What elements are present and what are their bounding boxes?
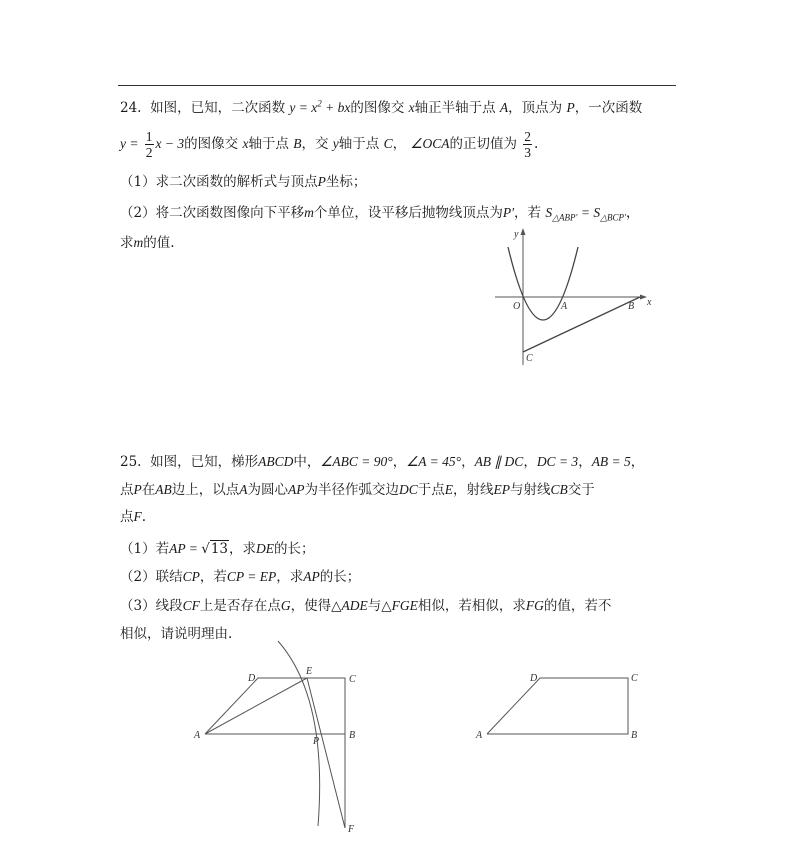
q25-line-1: 25. 如图，已知，梯形ABCD中，∠ABC = 90°，∠A = 45°，AB ∥ DC，DC = 3，AB = 5， bbox=[120, 454, 645, 470]
fig2-label-a: A bbox=[476, 730, 483, 741]
linear-expression: y = bbox=[120, 136, 139, 151]
q25-line-2: 点P在AB边上，以点A为圆心AP为半径作弧交边DC于点E，射线EP与射线CB交于 bbox=[120, 482, 595, 498]
segment-ae bbox=[205, 678, 307, 734]
fig2-label-d: D bbox=[530, 673, 538, 684]
q24-line-1: 24. 如图，已知，二次函数 $y = x^2$ + bx的图像交 x轴正半轴于点 A，顶点为 P，一次函数 bbox=[120, 98, 643, 116]
q24-line-2: y = $\frac{1}{2}$ x − 3的图像交 x轴于点 B，交 y轴于点 C， ∠OCA的正切值为 $\frac{2}{3}$ . bbox=[120, 129, 539, 160]
q24-part-2-cont: 求m的值. bbox=[120, 235, 175, 251]
trapezoid-abcd-plain bbox=[487, 678, 628, 734]
header-rule bbox=[118, 85, 676, 86]
label-b: B bbox=[628, 301, 635, 312]
q25-part-2: （2）联结CP，若CP = EP，求AP的长； bbox=[120, 569, 361, 585]
line-bc bbox=[523, 297, 640, 352]
y-axis-arrow bbox=[521, 228, 526, 235]
label-x: x bbox=[647, 297, 652, 308]
q24-part-1: （1）求二次函数的解析式与顶点P坐标； bbox=[120, 174, 367, 190]
q24-figure bbox=[490, 225, 660, 370]
q25-figure-2 bbox=[472, 668, 652, 748]
q24-number: 24. bbox=[120, 100, 142, 116]
q24-part-2: （2）将二次函数图像向下平移m个单位，设平移后抛物线顶点为P′，若 $S_{\triangle ABP'} = S_{\triangle BCP'}$， bbox=[120, 205, 640, 223]
label-y: y bbox=[514, 229, 519, 240]
q25-part-1: （1）若AP = √13，求DE的长； bbox=[120, 541, 315, 557]
label-o: O bbox=[513, 301, 521, 312]
fig1-label-b: B bbox=[349, 730, 356, 741]
q25-part-3-cont: 相似，请说明理由. bbox=[120, 626, 233, 642]
q25-figure-1 bbox=[190, 638, 370, 838]
trapezoid-abcd bbox=[205, 678, 345, 734]
fig1-label-e: E bbox=[306, 666, 313, 677]
fig1-label-a: A bbox=[194, 730, 201, 741]
q25-line-3: 点F. bbox=[120, 509, 147, 525]
fig1-label-d: D bbox=[248, 673, 256, 684]
label-c: C bbox=[526, 353, 533, 364]
q25-number: 25. bbox=[120, 454, 142, 470]
label-a: A bbox=[561, 301, 568, 312]
fig2-label-b: B bbox=[631, 730, 638, 741]
x-axis-arrow bbox=[640, 295, 647, 300]
fig1-label-c: C bbox=[349, 674, 356, 685]
area-equation: $S_{\triangle ABP'} = S_{\triangle BCP'}$ bbox=[545, 205, 626, 223]
fig1-label-f: F bbox=[348, 824, 355, 835]
quadratic-expression: $y = x^2$ + bx bbox=[289, 98, 351, 115]
ray-ef bbox=[307, 678, 345, 828]
fig2-label-c: C bbox=[631, 673, 638, 684]
fig1-label-p: P bbox=[313, 736, 320, 747]
q25-part-3: （3）线段CF上是否存在点G，使得△ADE与△FGE相似，若相似，求FG的值，若不 bbox=[120, 598, 612, 614]
